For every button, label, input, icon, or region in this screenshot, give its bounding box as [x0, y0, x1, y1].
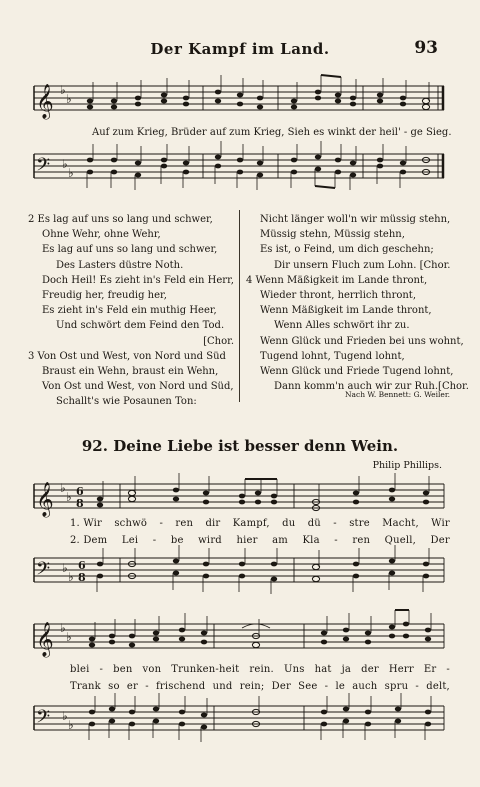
lyric-syllable: ja	[341, 664, 352, 675]
lyric-syllable: -	[324, 681, 329, 692]
lyric-syllable: Macht,	[382, 518, 419, 529]
verse-line: Schallt's wie Posaunen Ton:	[56, 396, 197, 408]
lyric-syllable: spru	[384, 681, 409, 692]
hymn91-bass-staff	[28, 148, 453, 192]
lyric-syllable: hier	[236, 535, 258, 546]
lyric-syllable: stre	[349, 518, 370, 529]
lyric-syllable: Kampf,	[232, 518, 270, 529]
lyric-syllable: Kla	[302, 535, 320, 546]
lyric-syllable: und	[212, 681, 233, 692]
lyric-syllable: rein;	[239, 681, 265, 692]
hymn91-verses-left	[28, 212, 238, 410]
verse-line: Es lag auf uns so lang und schwer,	[42, 244, 218, 256]
svg-text:♭: ♭	[68, 570, 74, 584]
svg-text:8: 8	[76, 497, 84, 510]
verse-line: Dann komm'n auch wir zur Ruh.[Chor.	[274, 381, 469, 393]
lyric-syllable: auch	[352, 681, 378, 692]
lyric-syllable: schwö	[114, 518, 148, 529]
svg-text:𝄢: 𝄢	[36, 155, 51, 180]
lyric-syllable: frischend	[156, 681, 206, 692]
lyric-syllable: am	[272, 535, 288, 546]
verse-line: Wieder thront, herrlich thront,	[260, 290, 417, 302]
svg-text:♭: ♭	[62, 561, 68, 575]
verse-line: 2 Es lag auf uns so lang und schwer,	[28, 214, 213, 225]
lyric-syllable: so	[108, 681, 120, 692]
hymn92-treble-staff-1	[28, 476, 453, 516]
lyric-syllable: er	[126, 681, 138, 692]
svg-text:♭: ♭	[60, 83, 66, 97]
verse-line: Und schwört dem Feind den Tod.	[56, 320, 225, 332]
svg-text:𝄢: 𝄢	[36, 559, 51, 584]
lyric-syllable: der	[361, 664, 379, 675]
svg-text:8: 8	[78, 571, 86, 584]
lyric-syllable: 1. Wir	[70, 518, 103, 529]
lyric-syllable: dü	[307, 518, 321, 529]
svg-text:6: 6	[78, 559, 86, 572]
svg-text:6: 6	[76, 485, 84, 498]
verse-line: Wenn Glück und Friede Tugend lohnt,	[260, 366, 454, 378]
verse-line: 4 Wenn Mäßigkeit im Lande thront,	[246, 274, 428, 286]
hymn92-line2-verse1	[70, 664, 450, 675]
lyric-syllable: du	[282, 518, 296, 529]
lyric-syllable: Der	[271, 681, 291, 692]
lyric-syllable: Wir	[431, 518, 450, 529]
verse-line: Nicht länger woll'n wir müssig stehn,	[260, 214, 451, 225]
hymn92-line2-verse2	[70, 681, 450, 692]
verse-line: 3 Von Ost und West, von Nord und Süd	[28, 350, 226, 362]
verse-line: Müssig stehn, Müssig stehn,	[260, 229, 405, 241]
verse-line: Doch Heil! Es zieht in's Feld ein Herr,	[42, 274, 234, 286]
lyric-syllable: be	[170, 535, 184, 546]
verse-line: Wenn Glück und Frieden bei uns wohnt,	[260, 335, 464, 347]
lyric-syllable: hat	[314, 664, 332, 675]
hymn92-title: 92. Deine Liebe ist besser denn Wein.	[81, 437, 399, 455]
hymn92-line1-verse2	[70, 535, 450, 546]
lyric-syllable: -	[152, 535, 157, 546]
lyric-syllable: wird	[198, 535, 222, 546]
lyric-syllable: Lei	[121, 535, 139, 546]
column-divider	[239, 210, 240, 402]
verse-line: Von Ost und West, von Nord und Süd,	[42, 381, 234, 393]
lyric-syllable: dir	[205, 518, 221, 529]
lyric-syllable: -	[333, 518, 337, 529]
verse-line: Freudig her, freudig her,	[42, 290, 167, 302]
hymn91-lyric-line: Auf zum Krieg, Brüder auf zum Krieg, Sieh es winkt der heil' - ge Sieg.	[92, 127, 452, 138]
lyric-syllable: See	[298, 681, 318, 692]
verse-line: Braust ein Wehn, braust ein Wehn,	[42, 366, 219, 378]
verse-line: Ohne Wehr, ohne Wehr,	[42, 229, 161, 241]
lyric-syllable: ren	[175, 518, 194, 529]
verse-line: Wenn Alles schwört ihr zu.	[274, 320, 410, 332]
lyric-syllable: delt,	[426, 681, 450, 692]
svg-text:♭: ♭	[68, 718, 74, 732]
lyric-syllable: -	[334, 535, 338, 546]
lyric-syllable: -	[415, 681, 420, 692]
lyric-syllable: -	[159, 518, 164, 529]
lyric-syllable: -	[99, 664, 104, 675]
lyric-syllable: Er	[423, 664, 437, 675]
page-number: 93	[414, 38, 438, 58]
svg-text:𝄢: 𝄢	[36, 707, 51, 732]
svg-text:♭: ♭	[62, 157, 68, 171]
verse-line: Dir unsern Fluch zum Lohn. [Chor.	[274, 259, 451, 271]
svg-text:♭: ♭	[60, 621, 66, 635]
svg-text:♭: ♭	[68, 166, 74, 180]
svg-text:♭: ♭	[66, 92, 72, 106]
lyric-syllable: blei	[70, 664, 90, 675]
lyric-syllable: ben	[113, 664, 133, 675]
hymn92-bass-staff-1	[28, 552, 453, 594]
verse-line: Wenn Mäßigkeit im Lande thront,	[260, 305, 432, 317]
lyric-syllable: rein.	[249, 664, 274, 675]
svg-text:𝄞: 𝄞	[36, 482, 54, 517]
svg-text:𝄞: 𝄞	[36, 622, 54, 657]
lyric-syllable: Quell,	[384, 535, 417, 546]
lyric-syllable: Trank	[70, 681, 101, 692]
svg-text:♭: ♭	[60, 481, 66, 495]
verse-line: Es ist, o Feind, um dich geschehn;	[260, 244, 434, 256]
hymn92-line1-verse1	[70, 518, 450, 529]
verse-line: Es zieht in's Feld ein muthig Heer,	[42, 305, 217, 317]
lyric-syllable: le	[335, 681, 345, 692]
hymn91-treble-staff	[28, 80, 453, 120]
running-header-title: Der Kampf im Land.	[150, 40, 330, 58]
hymn91-credit: Nach W. Bennett: G. Weiler.	[344, 390, 450, 399]
lyric-syllable: ren	[352, 535, 371, 546]
hymn92-treble-staff-2	[28, 614, 453, 657]
hymn92-bass-staff-2	[28, 700, 453, 744]
svg-text:♭: ♭	[62, 709, 68, 723]
lyric-syllable: von	[142, 664, 162, 675]
svg-text:♭: ♭	[66, 630, 72, 644]
lyric-syllable: -	[145, 681, 149, 692]
verse-line: Des Lasters düstre Noth.	[56, 259, 184, 271]
verse-line: Tugend lohnt, Tugend lohnt,	[260, 350, 405, 362]
chorus-marker: [Chor.	[203, 335, 234, 347]
lyric-syllable: Trunken-heit	[171, 664, 240, 675]
lyric-syllable: Uns	[283, 664, 305, 675]
svg-text:♭: ♭	[66, 490, 72, 504]
lyric-syllable: 2. Dem	[70, 535, 108, 546]
svg-text:𝄞: 𝄞	[36, 84, 54, 119]
hymn91-verses-right	[246, 212, 469, 394]
lyric-syllable: Der	[430, 535, 450, 546]
lyric-syllable: Herr	[388, 664, 414, 675]
lyric-syllable: -	[446, 664, 450, 675]
hymn92-composer: Philip Phillips.	[372, 460, 442, 471]
